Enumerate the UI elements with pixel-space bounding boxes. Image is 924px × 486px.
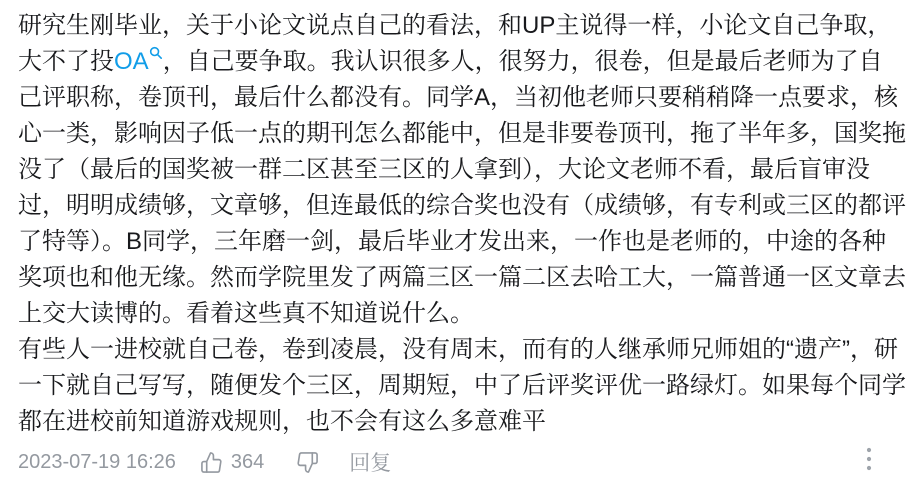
thumbs-down-icon: [296, 451, 319, 474]
thumbs-up-icon: [200, 451, 223, 474]
comment-paragraph-1: [18, 8, 906, 332]
more-button[interactable]: [866, 446, 872, 478]
comment-footer: [0, 441, 924, 483]
comment-text-after-link: ，自己要争取。我认识很多人，很努力，很卷，但是最后老师为了自己评职称，卷顶刊，最后什么都没有。同学A，当初他老师只要稍稍降一点要求，核心一类，影响因子低一点的期刊怎么都能中，但是非要卷顶刊，拖了半年多，国奖拖没了（最后的国奖被一群二区甚至三区的人拿到），大论文老师不看，最后盲审没过，明明成绩够，文章够，但连最低的综合奖也没有（成绩够，有专利或三区的都评了特等）。B同学，三年磨一剑，最后毕业才发出来，一作也是老师的，中途的各种奖项也和他无缘。然而学院里发了两篇三区一篇二区去哈工大，一篇普通一区文章去上交大读博的。看着这些真不知道说什么。: [18, 48, 906, 327]
comment-paragraph-2: 有些人一进校就自己卷，卷到凌晨，没有周末，而有的人继承师兄师姐的“遗产”，研一下就自己写写，随便发个三区，周期短，中了后评奖评优一路绿灯。如果每个同学都在进校前知道游戏规则，也不会有这么多意难平: [18, 336, 906, 435]
comment-text: [18, 8, 906, 440]
comment-text-before-link: 研究生刚毕业，关于小论文说点自己的看法，和UP主说得一样，小论文自己争取，大不了投: [18, 12, 892, 75]
comment-timestamp: 2023-07-19 16:26: [18, 450, 176, 473]
search-word-link-label: OA: [114, 48, 149, 75]
reply-button[interactable]: 回复: [349, 452, 392, 475]
like-count: 364: [230, 450, 265, 473]
dislike-button[interactable]: [296, 451, 319, 474]
more-vertical-icon: [866, 446, 872, 478]
like-button[interactable]: [200, 451, 264, 474]
search-word-link[interactable]: [114, 48, 163, 75]
search-icon: [149, 46, 163, 60]
